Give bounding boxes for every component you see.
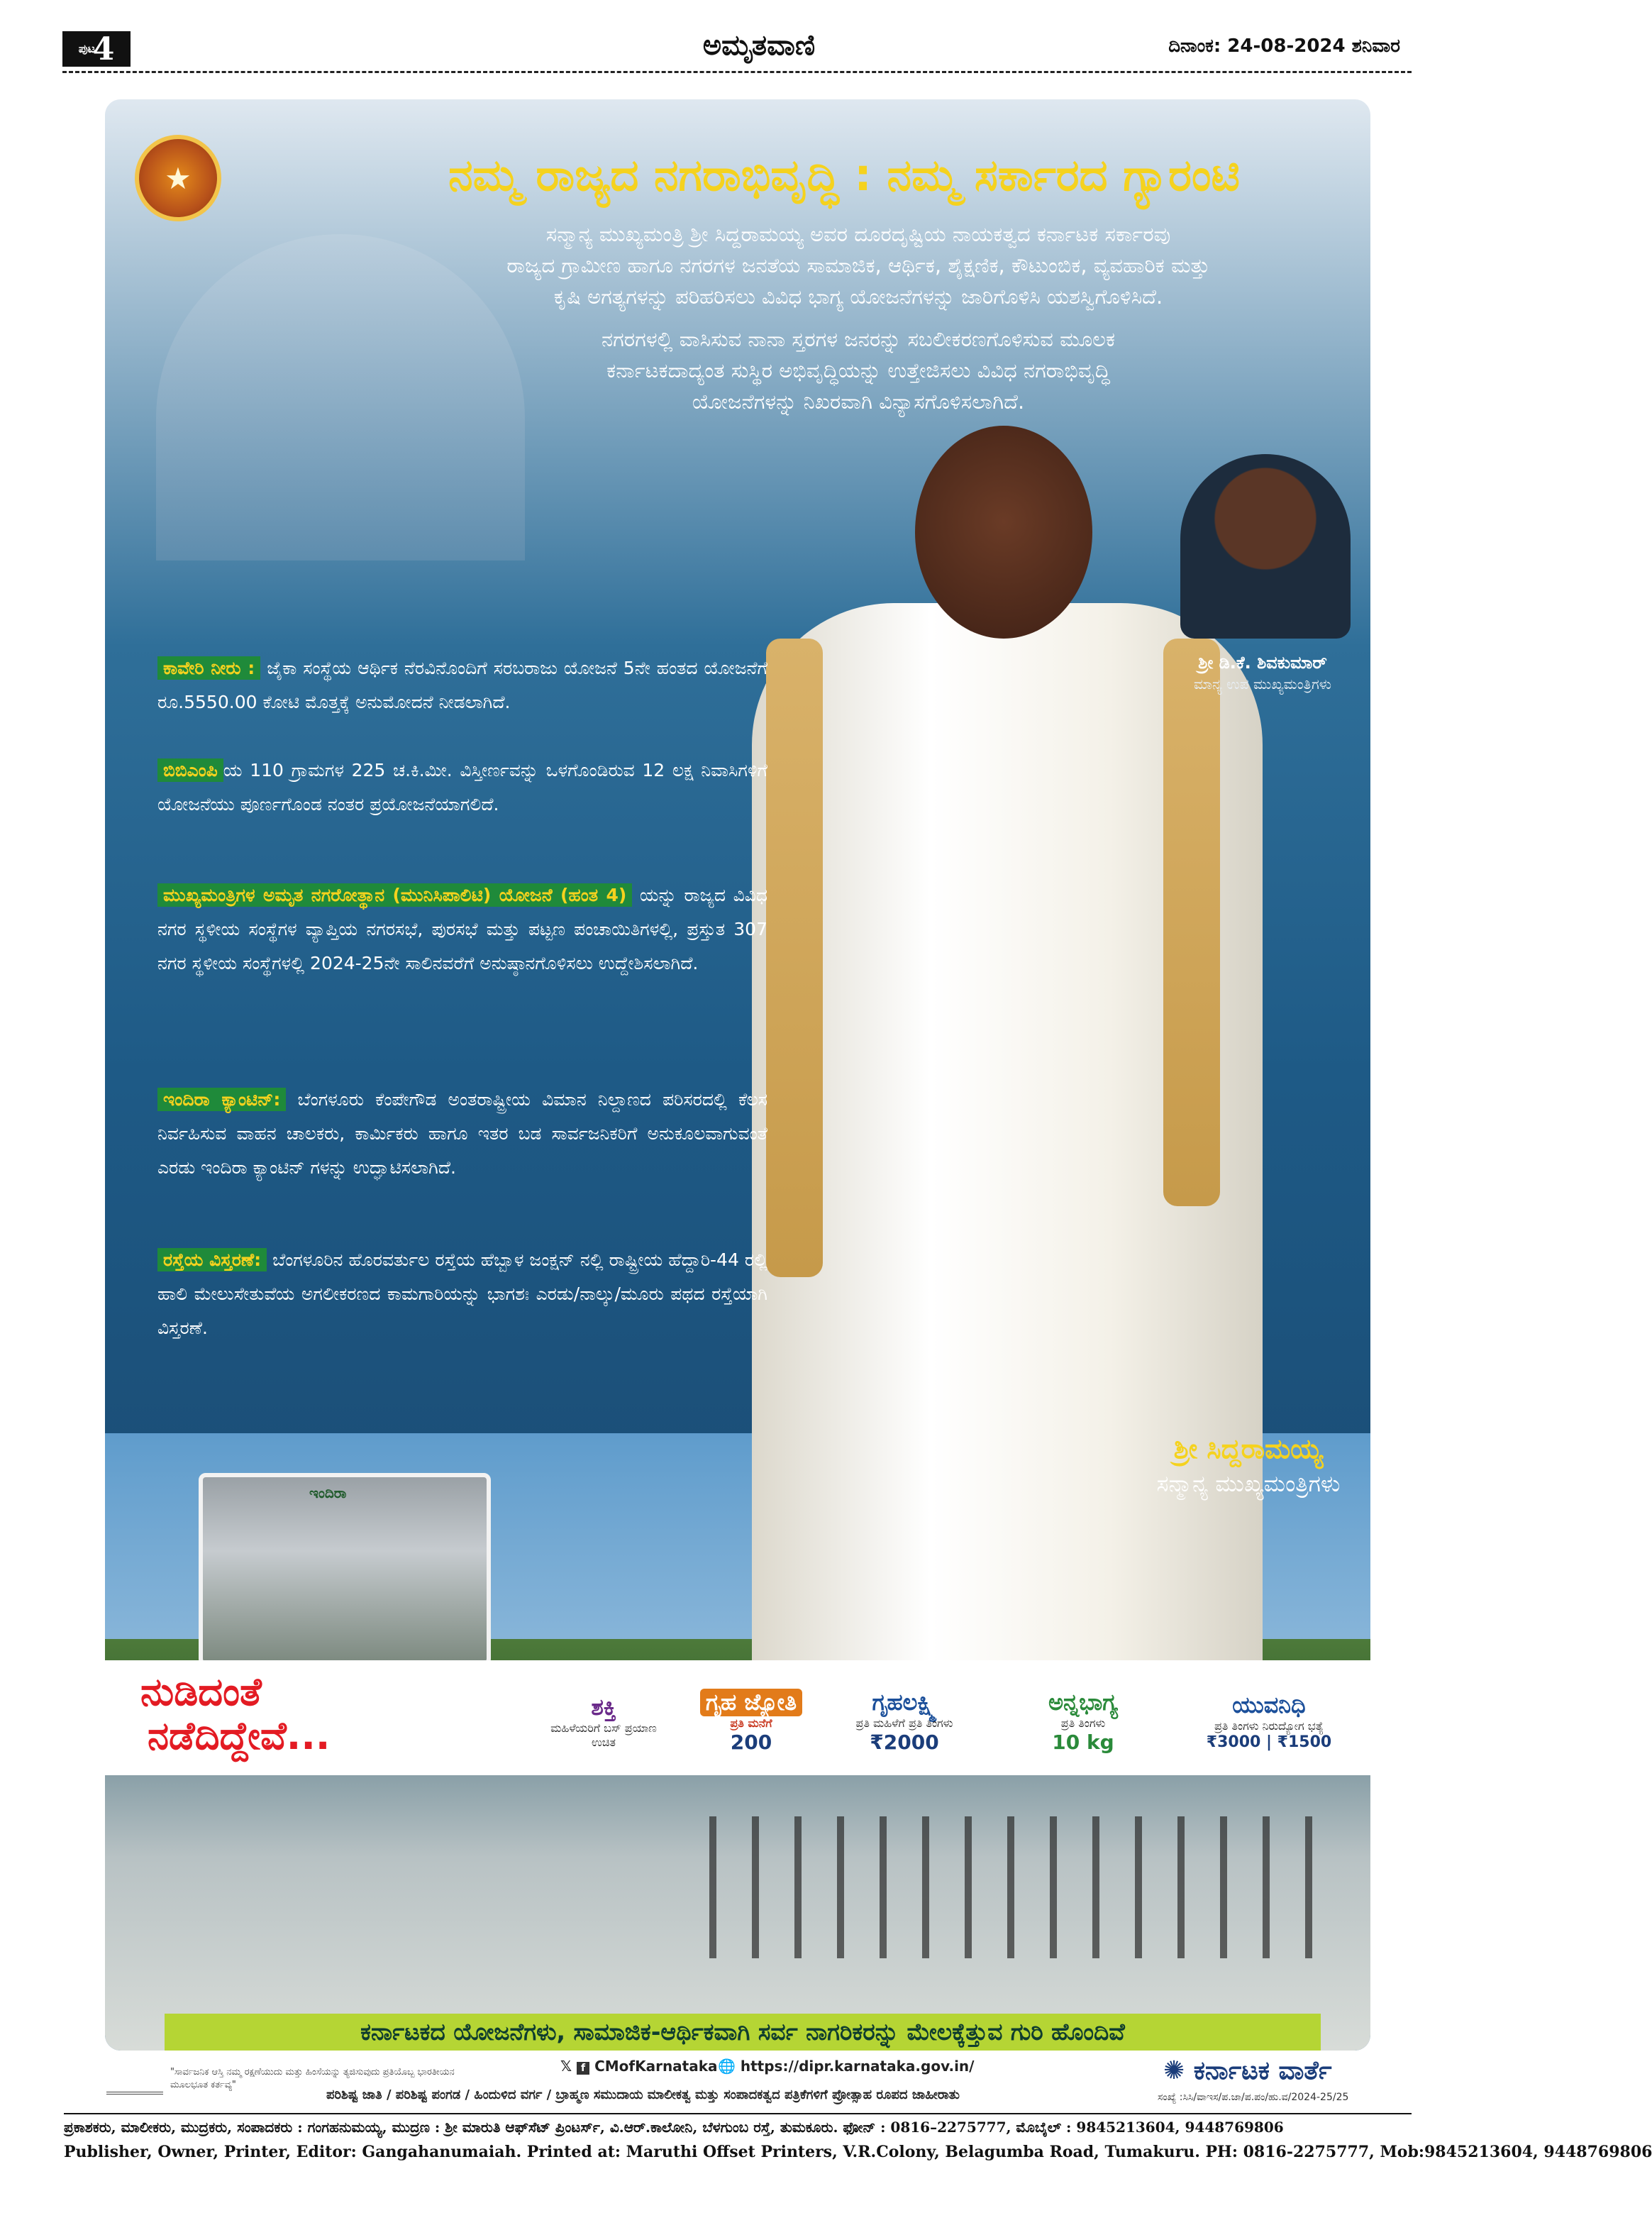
scheme-subtext: ಪ್ರತಿ ಮನೆಗೆ	[730, 1716, 772, 1730]
cm-title: ಸನ್ಮಾನ್ಯ ಮುಖ್ಯಮಂತ್ರಿಗಳು	[1156, 1470, 1341, 1497]
deputy-cm-title: ಮಾನ್ಯ ಉಪ ಮುಖ್ಯಮಂತ್ರಿಗಳು	[1193, 675, 1332, 692]
intro-line: ಸನ್ಮಾನ್ಯ ಮುಖ್ಯಮಂತ್ರಿ ಶ್ರೀ ಸಿದ್ದರಾಮಯ್ಯ ಅವರ ದೂರದೃಷ್ಟಿಯ ನಾಯಕತ್ವದ ಕರ್ನಾಟಕ ಸರ್ಕಾರವು	[545, 222, 1171, 246]
feature-road-widening	[157, 1243, 767, 1345]
website	[718, 2058, 974, 2075]
page-number: 4	[92, 31, 115, 67]
canteen-sign: ಇಂದಿರಾ	[309, 1484, 347, 1501]
imprint-english: Publisher, Owner, Printer, Editor: Gangahanumaiah. Printed at: Maruthi Offset Printers, V.R.Colony, Belagumba Road, Tumakuru. PH: 0816-2275777, Mob:9845213604, 9448769806	[64, 2143, 1652, 2161]
scheme-subtext: ಪ್ರತಿ ತಿಂಗಳು ನಿರುದ್ಯೋಗ ಭತ್ಯೆ	[1214, 1719, 1324, 1733]
scheme-subtext: ಮಹಿಳೆಯರಿಗೆ ಬಸ್ ಪ್ರಯಾಣ ಉಚಿತ	[550, 1721, 657, 1749]
intro-line: ನಗರಗಳಲ್ಲಿ ವಾಸಿಸುವ ನಾನಾ ಸ್ತರಗಳ ಜನರನ್ನು ಸಬಲೀಕರಣಗೊಳಿಸುವ ಮೂಲಕ	[601, 327, 1116, 351]
scheme-name: ಯುವನಿಧಿ	[1232, 1692, 1306, 1718]
civic-quote: "ಸಾರ್ವಜನಿಕ ಆಸ್ತಿ ನಮ್ಮ ರಕ್ಷಣೆಯುದು ಮತ್ತು ಹಿಂಸೆಯನ್ನು ತ್ಯಜಿಸುವುದು ಪ್ರತಿಯೊಬ್ಬ ಭಾರತೀಯನ ಮೂಲಭೂತ ಕರ್ತವ್ಯ"	[170, 2067, 455, 2090]
social-handle	[560, 2058, 718, 2075]
scheme-amount: ₹3000 | ₹1500	[1206, 1733, 1332, 1751]
feature-tag: ಕಾವೇರಿ ನೀರು :	[157, 656, 260, 680]
scheme-name: ಅನ್ನಭಾಗ್ಯ	[1048, 1689, 1119, 1716]
scheme-yuva-nidhi	[1203, 1676, 1335, 1767]
advert-footer-band: ಕರ್ನಾಟಕದ ಯೋಜನೆಗಳು, ಸಾಮಾಜಿಕ-ಆರ್ಥಿಕವಾಗಿ ಸರ್ವ ನಾಗರಿಕರನ್ನು ಮೇಲಕ್ಕೆತ್ತುವ ಗುರಿ ಹೊಂದಿವೆ	[165, 2014, 1321, 2051]
intro-line: ಯೋಜನೆಗಳನ್ನು ನಿಖರವಾಗಿ ವಿನ್ಯಾಸಗೊಳಿಸಲಾಗಿದೆ.	[692, 390, 1025, 414]
reference-number: ಸಂಖ್ಯೆ :ಸಿಸಿ/ವಾಇಸ/ಪ.ಜಾ/ಪ.ಪಂ/ಹು.ವ/2024-25/25	[1158, 2092, 1349, 2103]
social-handle-text: CMofKarnataka	[594, 2058, 718, 2075]
feature-indira-canteen	[157, 1083, 767, 1185]
scheme-shakti	[538, 1676, 670, 1767]
advert-headline: ನಮ್ಮ ರಾಜ್ಯದ ನಗರಾಭಿವೃದ್ಧಿ : ನಮ್ಮ ಸರ್ಕಾರದ ಗ್ಯಾರಂಟಿ	[448, 149, 1240, 201]
kv-icon: ✺	[1163, 2056, 1185, 2085]
scheme-amount: ₹2000	[870, 1731, 939, 1754]
deputy-cm-name: ಶ್ರೀ ಡಿ.ಕೆ. ಶಿವಕುಮಾರ್	[1198, 653, 1327, 673]
intro-paragraph-1	[369, 219, 1348, 312]
globe-icon: 🌐	[718, 2058, 736, 2075]
scheme-name: ಗೃಹ ಜ್ಯೋತಿ	[700, 1689, 802, 1716]
deputy-cm-photo	[1180, 454, 1351, 639]
indira-canteen-photo	[199, 1473, 491, 1666]
newspaper-name: ಅಮೃತವಾಣಿ	[702, 28, 816, 62]
feature-text: ಯನ್ನು ರಾಜ್ಯದ ವಿವಿಧ ನಗರ ಸ್ಥಳೀಯ ಸಂಸ್ಥೆಗಳ ವ್ಯಾಪ್ತಿಯ ನಗರಸಭೆ, ಪುರಸಭೆ ಮತ್ತು ಪಟ್ಟಣ ಪಂಚಾಯಿತಿಗಳಲ್ಲಿ, ಪ್ರಸ್ತುತ 307 ನಗರ ಸ್ಥಳೀಯ ಸಂಸ್ಥೆಗಳಲ್ಲಿ 2024-25ನೇ ಸಾಲಿನವರೆಗೆ ಅನುಷ್ಠಾನಗೊಳಿಸಲು ಉದ್ದೇಶಿಸಲಾಗಿದೆ.	[157, 885, 767, 973]
intro-line: ಕೃಷಿ ಅಗತ್ಯಗಳನ್ನು ಪರಿಹರಿಸಲು ವಿವಿಧ ಭಾಗ್ಯ ಯೋಜನೆಗಳನ್ನು ಜಾರಿಗೊಳಿಸಿ ಯಶಸ್ವಿಗೊಳಿಸಿದೆ.	[553, 285, 1163, 309]
feature-tag: ಬಿಬಿಎಂಪಿ	[157, 758, 223, 782]
scheme-amount: 200	[730, 1731, 772, 1754]
slogan-line: ನಡೆದಿದ್ದೇವೆ...	[148, 1714, 331, 1758]
intro-line: ರಾಜ್ಯದ ಗ್ರಾಮೀಣ ಹಾಗೂ ನಗರಗಳ ಜನತೆಯ ಸಾಮಾಜಿಕ, ಆರ್ಥಿಕ, ಶೈಕ್ಷಣಿಕ, ಕೌಟುಂಬಿಕ, ವ್ಯವಹಾರಿಕ ಮತ್ತು	[506, 253, 1210, 277]
scheme-name: ಶಕ್ತಿ	[591, 1693, 616, 1721]
feature-amrut-nagarotthana	[157, 878, 767, 981]
feature-text: ಜೈಕಾ ಸಂಸ್ಥೆಯ ಆರ್ಥಿಕ ನೆರವಿನೊಂದಿಗೆ ಸರಬರಾಜು ಯೋಜನೆ 5ನೇ ಹಂತದ ಯೋಜನೆಗೆ ರೂ.5550.00 ಕೋಟಿ ಮೊತ್ತಕ್ಕೆ ಅನುಮೋದನೆ ನೀಡಲಾಗಿದೆ.	[157, 658, 767, 712]
page-label: ಪುಟ	[78, 42, 96, 55]
scheme-anna-bhagya	[1017, 1676, 1149, 1767]
kv-text: ಕರ್ನಾಟಕ ವಾರ್ತೆ	[1193, 2056, 1332, 2085]
date-line: ದಿನಾಂಕ: 24-08-2024 ಶನಿವಾರ	[1168, 35, 1400, 57]
scheme-gruha-jyothi	[685, 1676, 817, 1767]
slogan	[140, 1670, 330, 1758]
feature-tag: ಮುಖ್ಯಮಂತ್ರಿಗಳ ಅಮೃತ ನಗರೋತ್ಥಾನ (ಮುನಿಸಿಪಾಲಿಟಿ) ಯೋಜನೆ (ಹಂತ 4)	[157, 883, 632, 907]
scheme-subtext: ಪ್ರತಿ ಮಹಿಳೆಗೆ ಪ್ರತಿ ತಿಂಗಳು	[855, 1716, 953, 1730]
x-icon: 𝕏	[560, 2058, 572, 2075]
website-url: https://dipr.karnataka.gov.in/	[740, 2058, 975, 2075]
shawl-border	[1163, 639, 1220, 1206]
page-number-box	[62, 31, 131, 67]
masthead-divider	[62, 71, 1412, 73]
cm-name: ಶ್ರೀ ಸಿದ್ದರಾಮಯ್ಯ	[1173, 1433, 1324, 1464]
cm-face	[915, 426, 1092, 639]
karnataka-emblem-icon: ★	[135, 135, 221, 221]
feature-bbmp	[157, 754, 767, 822]
feature-tag: ಇಂದಿರಾ ಕ್ಯಾಂಟಿನ್:	[157, 1088, 286, 1111]
karnataka-varthe-logo	[1163, 2056, 1332, 2086]
imprint-divider	[64, 2113, 1412, 2114]
shawl-border	[766, 639, 823, 1277]
feature-text: ಬೆಂಗಳೂರು ಕೆಂಪೇಗೌಡ ಅಂತರಾಷ್ಟ್ರೀಯ ವಿಮಾನ ನಿಲ್ದಾಣದ ಪರಿಸರದಲ್ಲಿ ಕೆಲಸ ನಿರ್ವಹಿಸುವ ವಾಹನ ಚಾಲಕರು, ಕಾರ್ಮಿಕರು ಹಾಗೂ ಇತರ ಬಡ ಸಾರ್ವಜನಿಕರಿಗೆ ಅನುಕೂಲವಾಗುವಂತೆ ಎರಡು ಇಂದಿರಾ ಕ್ಯಾಂಟಿನ್ ಗಳನ್ನು ಉದ್ಘಾಟಿಸಲಾಗಿದೆ.	[157, 1089, 767, 1178]
parliament-icon	[106, 2072, 163, 2095]
feature-tag: ರಸ್ತೆಯ ವಿಸ್ತರಣೆ:	[157, 1248, 267, 1271]
feature-text: ಬೆಂಗಳೂರಿನ ಹೊರವರ್ತುಲ ರಸ್ತೆಯ ಹೆಬ್ಬಾಳ ಜಂಕ್ಷನ್ ನಲ್ಲಿ ರಾಷ್ಟ್ರೀಯ ಹೆದ್ದಾರಿ-44 ರಲ್ಲಿ ಹಾಲಿ ಮೇಲುಸೇತುವೆಯ ಅಗಲೀಕರಣದ ಕಾಮಗಾರಿಯನ್ನು ಭಾಗಶಃ ಎರಡು/ನಾಲ್ಕು/ಮೂರು ಪಥದ ರಸ್ತೆಯಾಗಿ ವಿಸ್ತರಣೆ.	[157, 1249, 767, 1338]
intro-line: ಕರ್ನಾಟಕದಾದ್ಯಂತ ಸುಸ್ಥಿರ ಅಭಿವೃದ್ಧಿಯನ್ನು ಉತ್ತೇಜಿಸಲು ವಿವಿಧ ನಗರಾಭಿವೃದ್ಧಿ	[606, 358, 1110, 382]
slogan-line: ನುಡಿದಂತೆ	[140, 1670, 262, 1714]
feature-cauvery-water	[157, 651, 767, 719]
scheme-gruha-lakshmi	[838, 1676, 970, 1767]
scheme-amount: 10 kg	[1052, 1731, 1114, 1754]
imprint-kannada: ಪ್ರಕಾಶಕರು, ಮಾಲೀಕರು, ಮುದ್ರಕರು, ಸಂಪಾದಕರು : ಗಂಗಹನುಮಯ್ಯ, ಮುದ್ರಣ : ಶ್ರೀ ಮಾರುತಿ ಆಫ್‌ಸೆಟ್ ಪ್ರಿಂಟರ್ಸ್, ವಿ.ಆರ್.ಕಾಲೋನಿ, ಬೆಳಗುಂಬ ರಸ್ತೆ, ತುಮಕೂರು. ಫೋನ್ : 0816–2275777, ಮೊಬೈಲ್ : 9845213604, 9448769806	[64, 2119, 1284, 2136]
facebook-icon: f	[577, 2062, 589, 2075]
scheme-subtext: ಪ್ರತಿ ತಿಂಗಳು	[1060, 1716, 1106, 1730]
scheme-name: ಗೃಹಲಕ್ಷ್ಮಿ	[872, 1689, 937, 1716]
department-line: ಪರಿಶಿಷ್ಟ ಜಾತಿ / ಪರಿಶಿಷ್ಟ ಪಂಗಡ / ಹಿಂದುಳಿದ ವರ್ಗ / ಬ್ರಾಹ್ಮಣ ಸಮುದಾಯ ಮಾಲೀಕತ್ವ ಮತ್ತು ಸಂಪಾದಕತ್ವದ ಪತ್ರಿಕೆಗಳಿಗೆ ಪ್ರೋತ್ಸಾಹ ರೂಪದ ಜಾಹೀರಾತು	[326, 2087, 960, 2102]
intro-paragraph-2	[369, 324, 1348, 417]
road-railing	[709, 1816, 1348, 1958]
feature-text: ಯ 110 ಗ್ರಾಮಗಳ 225 ಚ.ಕಿ.ಮೀ. ವಿಸ್ತೀರ್ಣವನ್ನು ಒಳಗೊಂಡಿರುವ 12 ಲಕ್ಷ ನಿವಾಸಿಗಳಿಗೆ ಯೋಜನೆಯು ಪೂರ್ಣಗೊಂಡ ನಂತರ ಪ್ರಯೋಜನೆಯಾಗಲಿದೆ.	[157, 760, 767, 815]
